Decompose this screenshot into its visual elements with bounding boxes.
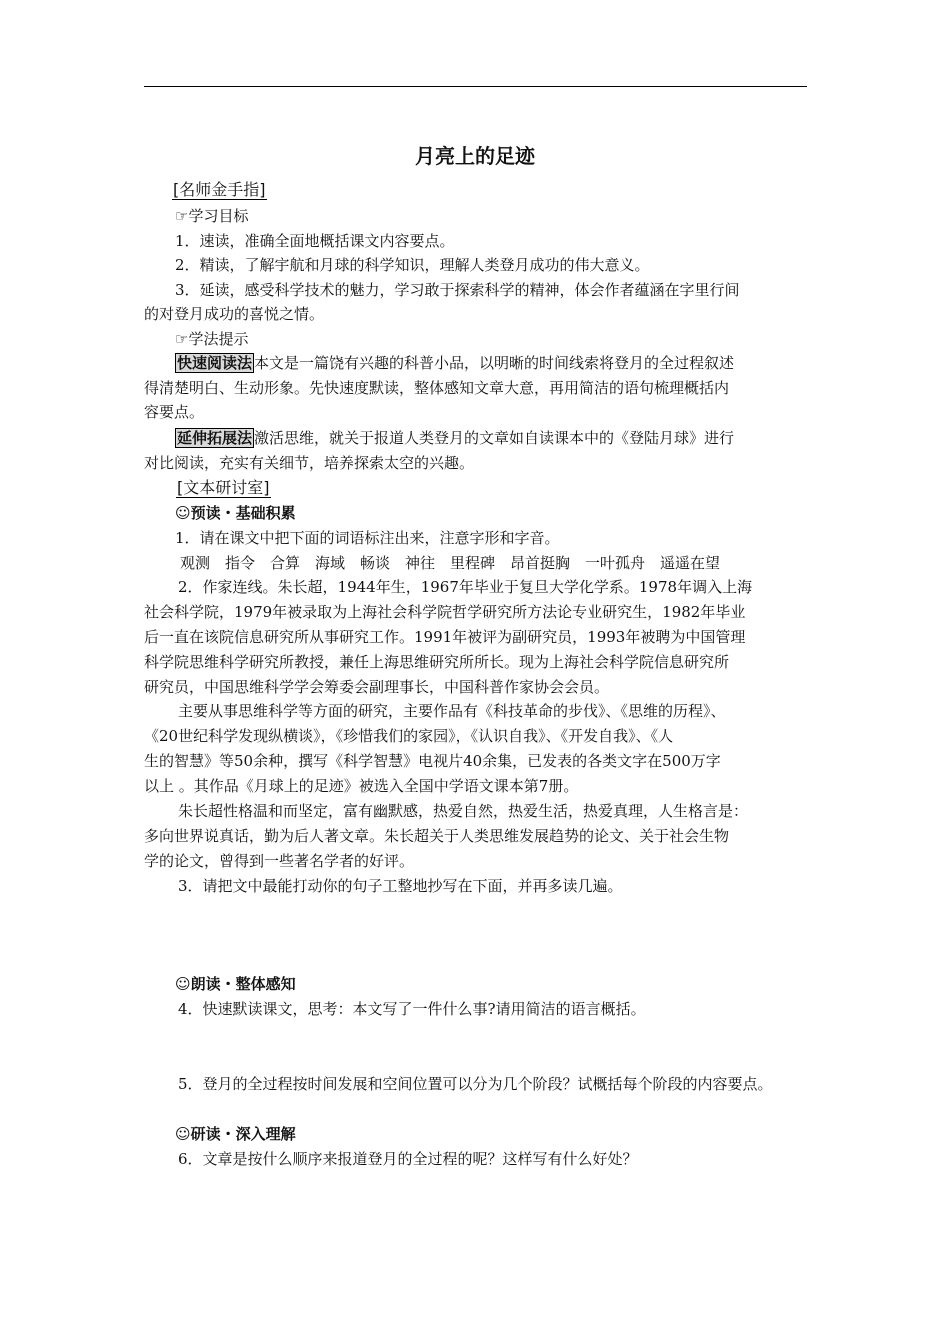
goal-3-cont: 的对登月成功的喜悦之情。 — [144, 305, 325, 323]
question-2-cont: 社会科学院，1979年被录取为上海社会科学院哲学研究所方法论专业研究生，1982年毕业 — [144, 603, 746, 621]
vocabulary-words: 观测 指令 合算 海域 畅谈 神往 里程碑 昂首挺胸 一叶孤舟 遥遥在望 — [180, 554, 721, 572]
method-tips-heading: ☞学法提示 — [175, 330, 249, 348]
question-6: 6．文章是按什么顺序来报道登月的全过程的呢？这样写有什么好处？ — [178, 1150, 638, 1168]
study-reading-heading: ☺研读・深入理解 — [175, 1125, 296, 1143]
question-4: 4．快速默读课文，思考：本文写了一件什么事?请用简洁的语言概括。 — [178, 1000, 646, 1018]
method-2-tag: 延伸拓展法 — [177, 429, 253, 447]
question-2-cont: 研究员，中国思维科学学会筹委会副理事长，中国科普作家协会会员。 — [144, 678, 610, 696]
pre-reading-heading: ☺预读・基础积累 — [175, 504, 296, 522]
author-works-cont: 《20世纪科学发现纵横谈》，《珍惜我们的家园》，《认识自我》、《开发自我》、《人 — [144, 727, 674, 745]
method-2: 延伸拓展法 激活思维，就关于报道人类登月的文章如自读课本中的《登陆月球》进行 — [177, 429, 735, 447]
author-works-paragraph: 主要从事思维科学等方面的研究，主要作品有《科技革命的步伐》、《思维的历程》、 — [178, 702, 726, 720]
page-title: 月亮上的足迹 — [415, 144, 535, 168]
header-rule — [144, 86, 807, 87]
reading-aloud-heading: ☺朗读・整体感知 — [175, 975, 296, 993]
goal-1: 1．速读，准确全面地概括课文内容要点。 — [175, 232, 455, 250]
section-label-master-tips: [名师金手指] — [173, 180, 266, 199]
goal-3: 3．延读，感受科学技术的魅力，学习敢于探索科学的精神，体会作者蕴涵在字里行间 — [175, 281, 740, 299]
method-2-cont: 对比阅读，充实有关细节，培养探索太空的兴趣。 — [144, 454, 475, 472]
author-works-cont: 生的智慧》等50余种，撰写《科学智慧》电视片40余集，已发表的各类文字在500万字 — [144, 752, 721, 770]
question-2: 2．作家连线。朱长超，1944年生，1967年毕业于复旦大学化学系。1978年调入上海 — [178, 578, 753, 596]
method-1-tag: 快速阅读法 — [177, 354, 253, 372]
question-5: 5．登月的全过程按时间发展和空间位置可以分为几个阶段？试概括每个阶段的内容要点。 — [178, 1075, 773, 1093]
method-1: 快速阅读法 本文是一篇饶有兴趣的科普小品，以明晰的时间线索将登月的全过程叙述 — [177, 354, 735, 372]
question-2-cont: 科学院思维科学研究所教授，兼任上海思维研究所所长。现为上海社会科学院信息研究所 — [144, 653, 730, 671]
author-personality-paragraph: 朱长超性格温和而坚定，富有幽默感，热爱自然，热爱生活，热爱真理，人生格言是： — [178, 802, 749, 820]
method-1-cont2: 容要点。 — [144, 403, 205, 421]
goal-2: 2．精读，了解宇航和月球的科学知识，理解人类登月成功的伟大意义。 — [175, 256, 650, 274]
method-1-cont: 得清楚明白、生动形象。先快速度默读，整体感知文章大意，再用简洁的语句梳理概括内 — [144, 379, 730, 397]
question-3: 3．请把文中最能打动你的句子工整地抄写在下面，并再多读几遍。 — [178, 877, 623, 895]
question-1: 1．请在课文中把下面的词语标注出来，注意字形和字音。 — [175, 529, 560, 547]
author-works-cont: 以上 。其作品《月球上的足迹》被选入全国中学语文课本第7册。 — [144, 777, 579, 795]
author-personality-cont: 学的论文，曾得到一些著名学者的好评。 — [144, 852, 415, 870]
section-label-text-study: [文本研讨室] — [177, 478, 270, 497]
author-personality-cont: 多向世界说真话，勤为后人著文章。朱长超关于人类思维发展趋势的论文、关于社会生物 — [144, 827, 730, 845]
question-2-cont: 后一直在该院信息研究所从事研究工作。1991年被评为副研究员，1993年被聘为中国管理 — [144, 628, 746, 646]
learning-goals-heading: ☞学习目标 — [175, 207, 249, 225]
